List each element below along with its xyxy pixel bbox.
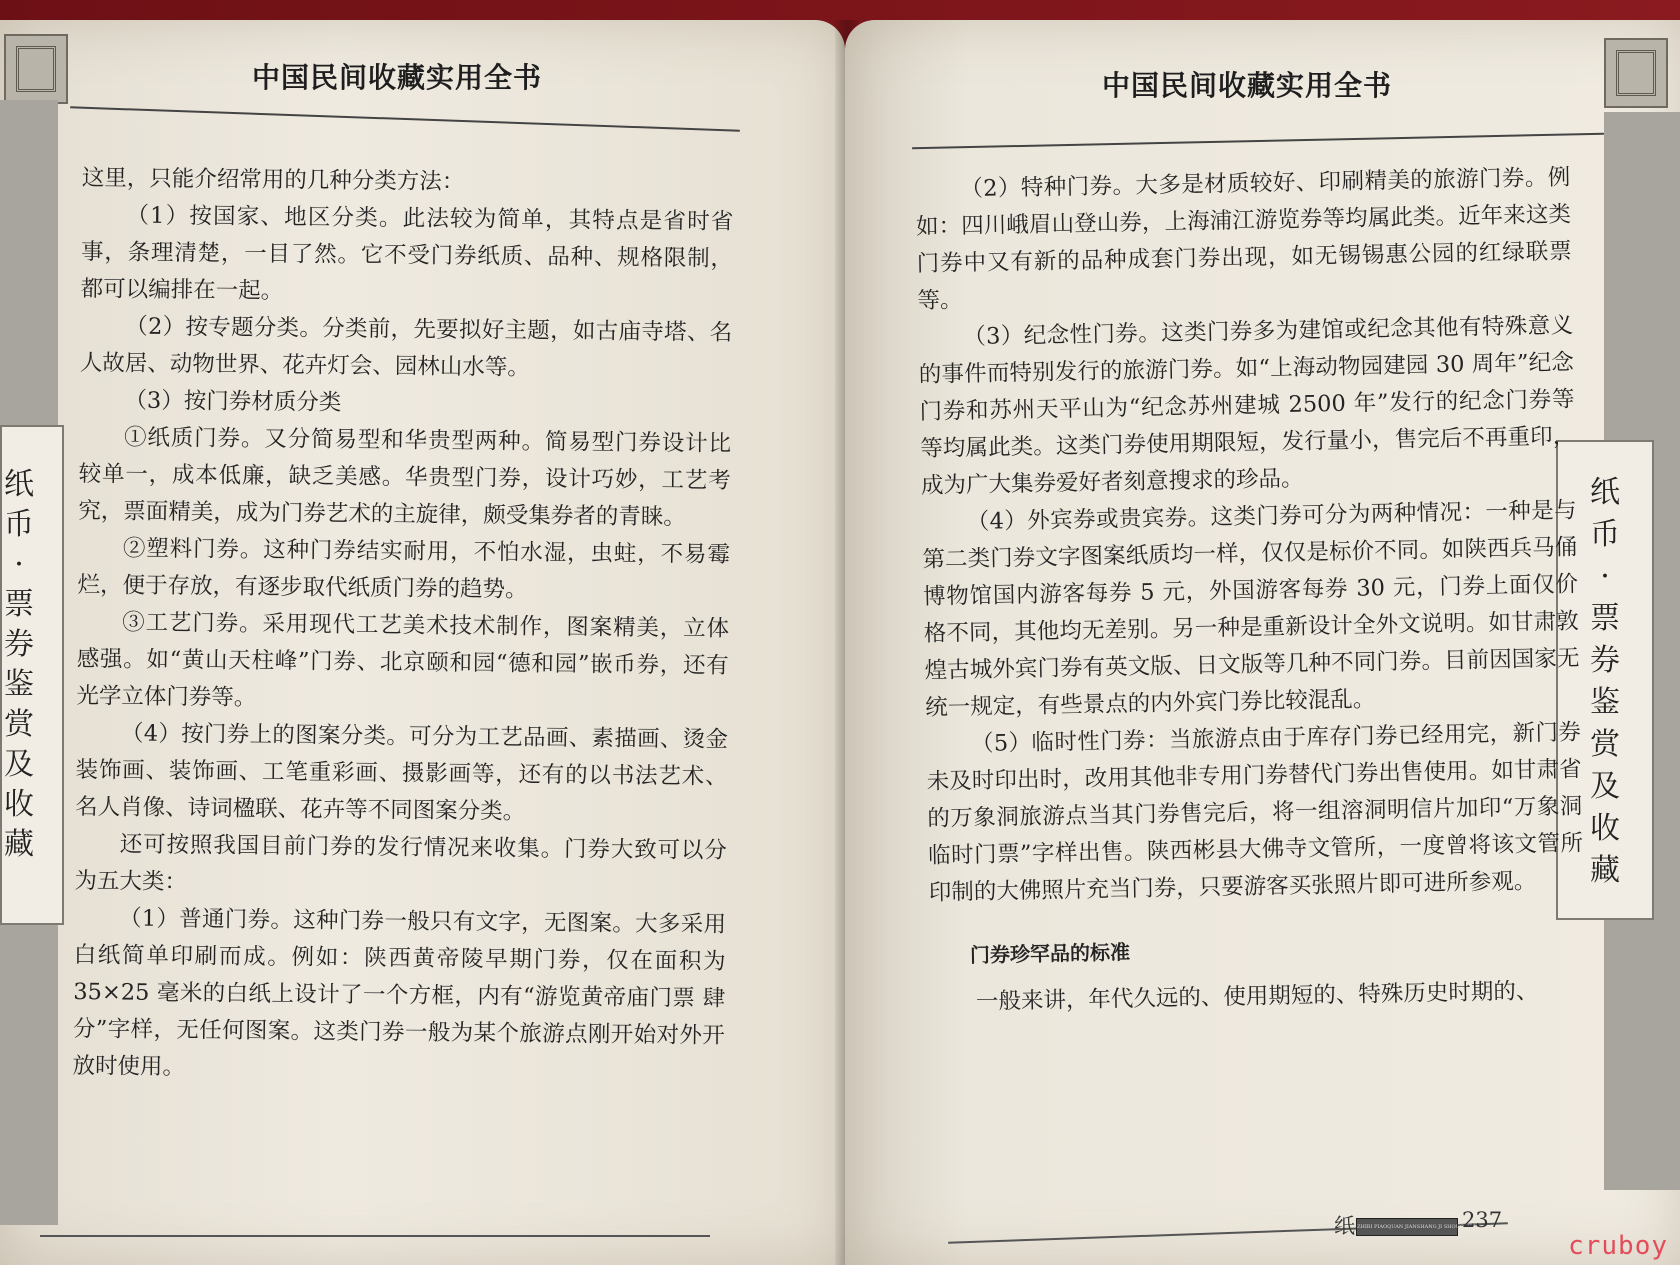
side-title-char: 纸 bbox=[4, 467, 34, 502]
body-paragraph: 一般来讲，年代久远的、使用期短的、特殊历史时期的、 bbox=[975, 978, 1539, 1015]
side-title-char: 币 bbox=[4, 507, 34, 542]
left-running-head: 中国民间收藏实用全书 bbox=[252, 61, 543, 94]
body-paragraph: ③工艺门券。采用现代工艺美术技术制作，图案精美，立体感强。如“黄山天柱峰”门券、北京颐和园“德和园”嵌币券，还有光学立体门券等。 bbox=[76, 609, 730, 711]
left-foot-rule bbox=[40, 1235, 710, 1237]
body-paragraph: ①纸质门券。又分简易型和华贵型两种。简易型门券设计比较单一，成本低廉，缺乏美感。华贵型门券，设计巧妙，工艺考究，票面精美，成为门券艺术的主旋律，颇受集券者的青睐。 bbox=[78, 424, 732, 531]
side-title-char: 收 bbox=[1590, 811, 1620, 846]
body-paragraph: （3）按门券材质分类 bbox=[124, 387, 342, 416]
side-title-char: · bbox=[14, 547, 24, 582]
side-title-char: 币 bbox=[1590, 517, 1620, 552]
side-title-char: · bbox=[1600, 559, 1610, 594]
side-title-char: 赏 bbox=[1590, 727, 1620, 762]
body-paragraph: （3）纪念性门券。这类门券多为建馆或纪念其他有特殊意义的事件而特别发行的旅游门券。如“上海动物园建园 30 周年”纪念门券和苏州天平山为“纪念苏州建城 2500 年”发行的纪念门券等等均属此类。这类门券使用期限短，发行量小，售完后不再重印，成为广大集券爱好者刻意搜求的珍品。 bbox=[918, 312, 1576, 499]
body-paragraph: （1）普通门券。这种门券一般只有文字，无图案。大多采用白纸简单印刷而成。例如：陕西黄帝陵早期门券，仅在面积为 35×25 毫米的白纸上设计了一个方框，内有“游览黄帝庙门票 肆分”字样，无任何图案。这类门券一般为某个旅游点刚开始对外开放时使用。 bbox=[72, 905, 727, 1081]
right-body-text bbox=[915, 159, 1586, 1021]
side-title-char: 纸 bbox=[1590, 475, 1620, 510]
right-running-head: 中国民间收藏实用全书 bbox=[1102, 69, 1393, 102]
side-title-char: 及 bbox=[4, 747, 34, 782]
corner-ornament-icon bbox=[4, 34, 68, 104]
body-paragraph: （5）临时性门券：当旅游点由于库存门券已经用完，新门券未及时印出时，改用其他非专用门券替代门券出售使用。如甘肃省的万象洞旅游点当其门券售完后，将一组溶洞明信片加印“万象洞临时门票”字样出售。陕西彬县大佛寺文管所，一度曾将该文管所印制的大佛照片充当门券，只要游客买张照片即可进所参观。 bbox=[926, 719, 1584, 906]
body-paragraph: ②塑料门券。这种门券结实耐用，不怕水湿，虫蛀，不易霉烂，便于存放，有逐步取代纸质门券的趋势。 bbox=[77, 535, 731, 603]
body-paragraph: 还可按照我国目前门券的发行情况来收集。门券大致可以分为五大类： bbox=[74, 831, 727, 896]
left-side-title bbox=[2, 465, 36, 865]
section-subheading: 门券珍罕品的标准 bbox=[969, 940, 1131, 968]
corner-ornament-icon bbox=[1604, 38, 1668, 108]
side-title-char: 藏 bbox=[4, 827, 34, 862]
body-paragraph: （2）特种门券。大多是材质较好、印刷精美的旅游门券。例如：四川峨眉山登山券，上海浦江游览券等均属此类。近年来这类门券中又有新的品种成套门券出现，如无锡锡惠公园的红绿联票等。 bbox=[915, 164, 1572, 314]
folio-box: ZHIBI PIAOQUAN JIANSHANG JI SHOUCANG bbox=[1356, 1218, 1458, 1236]
side-title-char: 鉴 bbox=[1590, 685, 1620, 720]
side-title-char: 券 bbox=[1590, 643, 1620, 678]
right-side-title bbox=[1580, 472, 1630, 892]
body-paragraph: （4）外宾券或贵宾券。这类门券可分为两种情况：一种是与第二类门券文字图案纸质均一样，仅仅是标价不同。如陕西兵马俑博物馆国内游客每券 5 元，外国游客每券 30 元，门券上面仅价格不同，其他均无差别。另一种是重新设计全外文说明。如甘肃敦煌古城外宾门券有英文版、日文版等几种不同门券。目前因国家无统一规定，有些景点的内外宾门券比较混乱。 bbox=[922, 497, 1580, 721]
side-title-char: 收 bbox=[4, 787, 34, 822]
body-paragraph: （4）按门券上的图案分类。可分为工艺品画、素描画、烫金装饰画、装饰画、工笔重彩画、摄影画等，还有的以书法艺术、名人肖像、诗词楹联、花卉等不同图案分类。 bbox=[75, 720, 729, 825]
body-paragraph: （1）按国家、地区分类。此法较为简单，其特点是省时省事，条理清楚，一目了然。它不受门券纸质、品种、规格限制，都可以编排在一起。 bbox=[80, 202, 734, 305]
side-title-char: 鉴 bbox=[4, 667, 34, 702]
left-body-text bbox=[72, 160, 734, 1092]
folio-label: 纸 bbox=[1334, 1214, 1355, 1238]
body-paragraph: （2）按专题分类。分类前，先要拟好主题，如古庙寺塔、名人故居、动物世界、花卉灯会、园林山水等。 bbox=[79, 313, 733, 381]
side-title-char: 票 bbox=[4, 587, 34, 622]
side-title-char: 及 bbox=[1590, 769, 1620, 804]
watermark: cruboy bbox=[1568, 1231, 1668, 1261]
body-paragraph: 这里，只能介绍常用的几种分类方法： bbox=[81, 164, 465, 196]
side-title-char: 票 bbox=[1590, 601, 1620, 636]
side-title-char: 藏 bbox=[1590, 853, 1620, 888]
page-number: 237 bbox=[1462, 1208, 1503, 1232]
side-title-char: 赏 bbox=[4, 707, 34, 742]
left-side-panel bbox=[0, 425, 64, 925]
side-title-char: 券 bbox=[4, 627, 34, 662]
